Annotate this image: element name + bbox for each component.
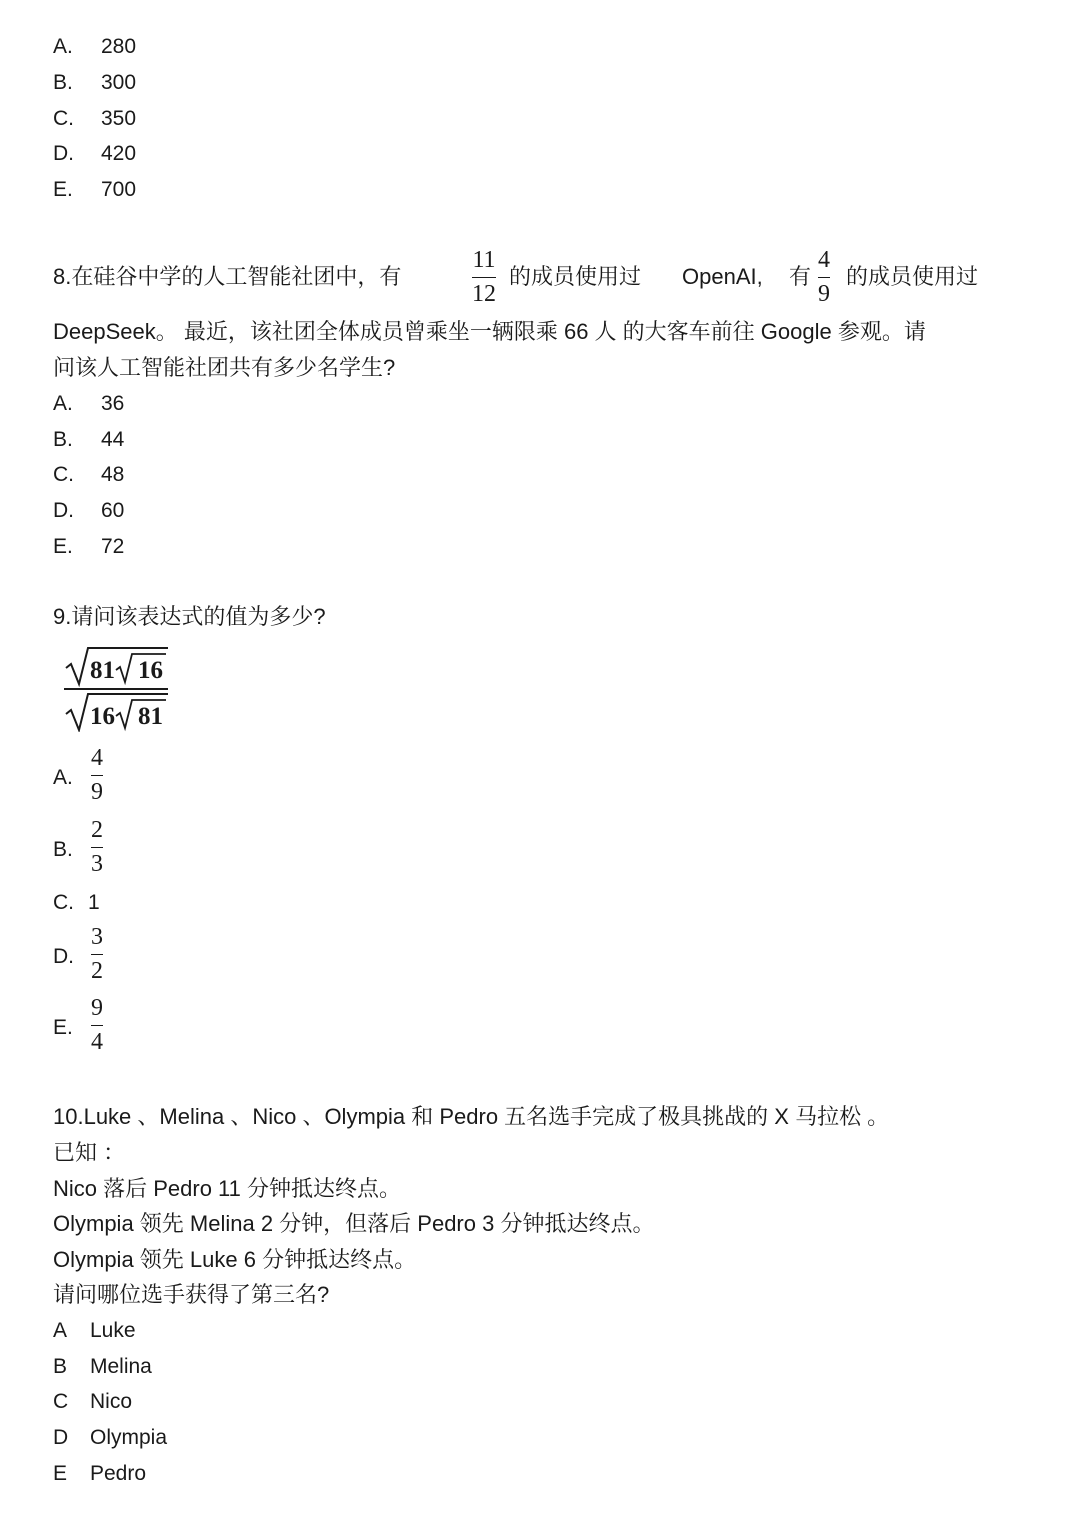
q9-option-b-fraction: 2 3 bbox=[91, 817, 103, 877]
q9-option-d-letter: D. bbox=[53, 945, 74, 968]
q9-den-outer: 16 bbox=[90, 703, 115, 730]
q8-line2: DeepSeek。 最近，该社团全体成员曾乘坐一辆限乘 66 人 的大客车前往 Google 参观。请 bbox=[53, 319, 926, 344]
q8-text-part3: 有 bbox=[789, 264, 812, 289]
q8-openai: OpenAI, bbox=[682, 264, 763, 289]
q9-option-a-letter: A. bbox=[53, 766, 73, 789]
q8-fraction-11-12: 11 12 bbox=[472, 247, 496, 307]
q8-text-part2: 的成员使用过 bbox=[509, 264, 642, 289]
q9-option-b-letter: B. bbox=[53, 838, 73, 861]
q9-option-a-fraction: 4 9 bbox=[91, 745, 103, 805]
q9-option-e-fraction: 9 4 bbox=[91, 995, 103, 1055]
q10-line4: Olympia 领先 Melina 2 分钟，但落后 Pedro 3 分钟抵达终点。 bbox=[53, 1211, 655, 1236]
q10-line1: 10.Luke 、Melina 、Nico 、Olympia 和 Pedro 五名选手完成了极具挑战的 X 马拉松 。 bbox=[53, 1104, 890, 1129]
q10-line3: Nico 落后 Pedro 11 分钟抵达终点。 bbox=[53, 1176, 402, 1201]
q8-text-part4: 的成员使用过 bbox=[846, 264, 979, 289]
q9-den-inner: 81 bbox=[138, 703, 163, 730]
q8-line3: 问该人工智能社团共有多少名学生? bbox=[53, 355, 396, 380]
q9-option-e-letter: E. bbox=[53, 1016, 73, 1039]
q9-option-c-value: 1 bbox=[88, 891, 100, 914]
q9-num-outer: 81 bbox=[90, 657, 115, 684]
q10-line5: Olympia 领先 Luke 6 分钟抵达终点。 bbox=[53, 1247, 417, 1272]
q9-expression bbox=[62, 644, 172, 732]
q9-option-d-fraction: 3 2 bbox=[91, 924, 103, 984]
q9-title: 9.请问该表达式的值为多少? bbox=[53, 604, 326, 629]
q8-text-part1: 8.在硅谷中学的人工智能社团中，有 bbox=[53, 264, 402, 289]
q9-num-inner: 16 bbox=[138, 657, 163, 684]
q10-line6: 请问哪位选手获得了第三名? bbox=[53, 1282, 330, 1307]
q9-option-c-letter: C. bbox=[53, 891, 74, 914]
q8-fraction-4-9: 4 9 bbox=[818, 247, 830, 307]
q10-line2: 已知 ： bbox=[53, 1140, 126, 1165]
